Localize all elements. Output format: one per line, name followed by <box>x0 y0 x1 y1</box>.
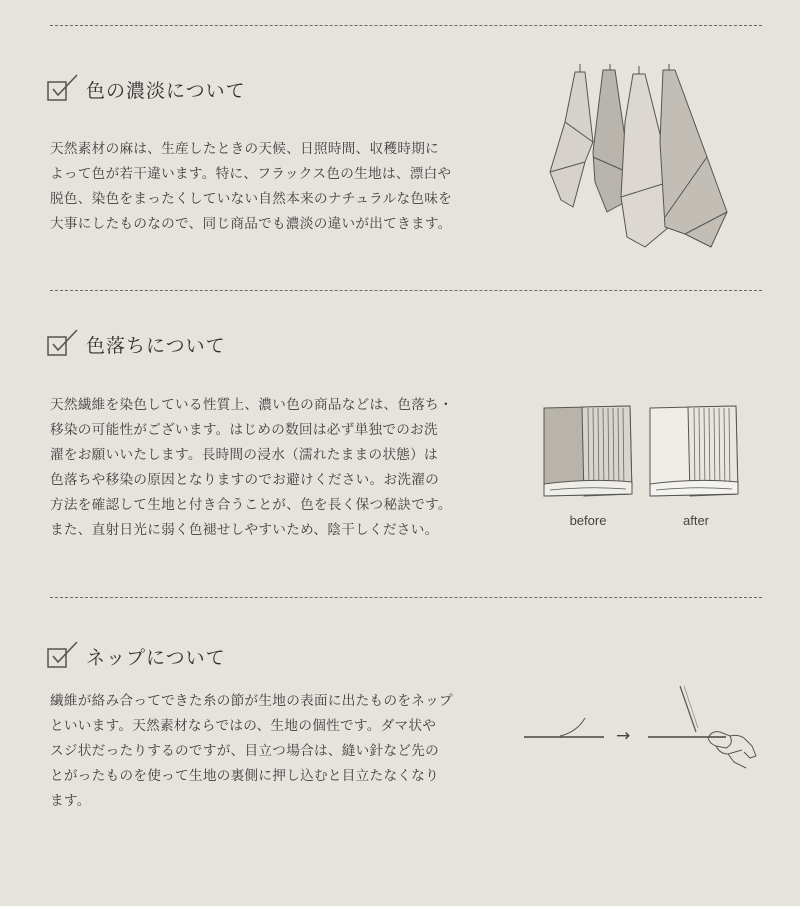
section-divider <box>50 290 762 291</box>
folded-towel-after-illustration <box>646 404 741 502</box>
text-line: とがったものを使って生地の裏側に押し込むと目立たなくなり <box>50 768 440 784</box>
section-body <box>50 689 490 814</box>
text-line: 脱色、染色をまったくしていない自然本来のナチュラルな色味を <box>50 191 453 207</box>
text-line: といいます。天然素材ならではの、生地の個性です。ダマ状や <box>50 718 437 734</box>
section-title: ネップについて <box>86 646 226 669</box>
section-title: 色の濃淡について <box>86 79 246 102</box>
section-body <box>50 137 490 237</box>
text-line: スジ状だったりするのですが、目立つ場合は、縫い針など先の <box>50 743 440 759</box>
section-body <box>50 393 490 543</box>
text-line: 天然繊維を染色している性質上、濃い色の商品などは、色落ち・ <box>50 397 453 413</box>
text-line: また、直射日光に弱く色褪せしやすいため、陰干しください。 <box>50 522 439 538</box>
text-line: 繊維が絡み合ってできた糸の節が生地の表面に出たものをネップ <box>50 693 453 709</box>
needle-pushing-nep-illustration <box>646 684 760 776</box>
text-line: 方法を確認して生地と付き合うことが、色を長く保つ秘訣です。 <box>50 497 452 513</box>
after-caption: after <box>682 513 709 528</box>
section-divider <box>50 597 762 598</box>
checkbox-icon <box>46 640 80 672</box>
section-heading-fading <box>46 327 226 361</box>
section-title: 色落ちについて <box>86 334 226 357</box>
section-heading-nep <box>46 639 226 673</box>
text-line: 移染の可能性がございます。はじめの数回は必ず単独でのお洗 <box>50 422 438 438</box>
section-divider <box>50 25 762 26</box>
checkbox-icon <box>46 73 80 105</box>
checkbox-icon <box>46 328 80 360</box>
before-caption: before <box>569 513 607 528</box>
hanging-towels-illustration <box>545 62 735 254</box>
nep-fabric-illustration <box>522 712 607 742</box>
text-line: 色落ちや移染の原因となりますのでお避けください。お洗濯の <box>50 472 440 488</box>
text-line: 大事にしたものなので、同じ商品でも濃淡の違いが出てきます。 <box>50 216 452 232</box>
text-line: 濯をお願いいたします。長時間の浸水（濡れたままの状態）は <box>50 447 438 463</box>
folded-towel-before-illustration <box>540 404 635 502</box>
text-line: 天然素材の麻は、生産したときの天候、日照時間、収穫時期に <box>50 141 440 157</box>
text-line: ます。 <box>50 793 91 809</box>
arrow-icon: → <box>616 726 631 746</box>
text-line: よって色が若干違います。特に、フラックス色の生地は、漂白や <box>50 166 452 182</box>
section-heading-color-shade <box>46 72 246 106</box>
